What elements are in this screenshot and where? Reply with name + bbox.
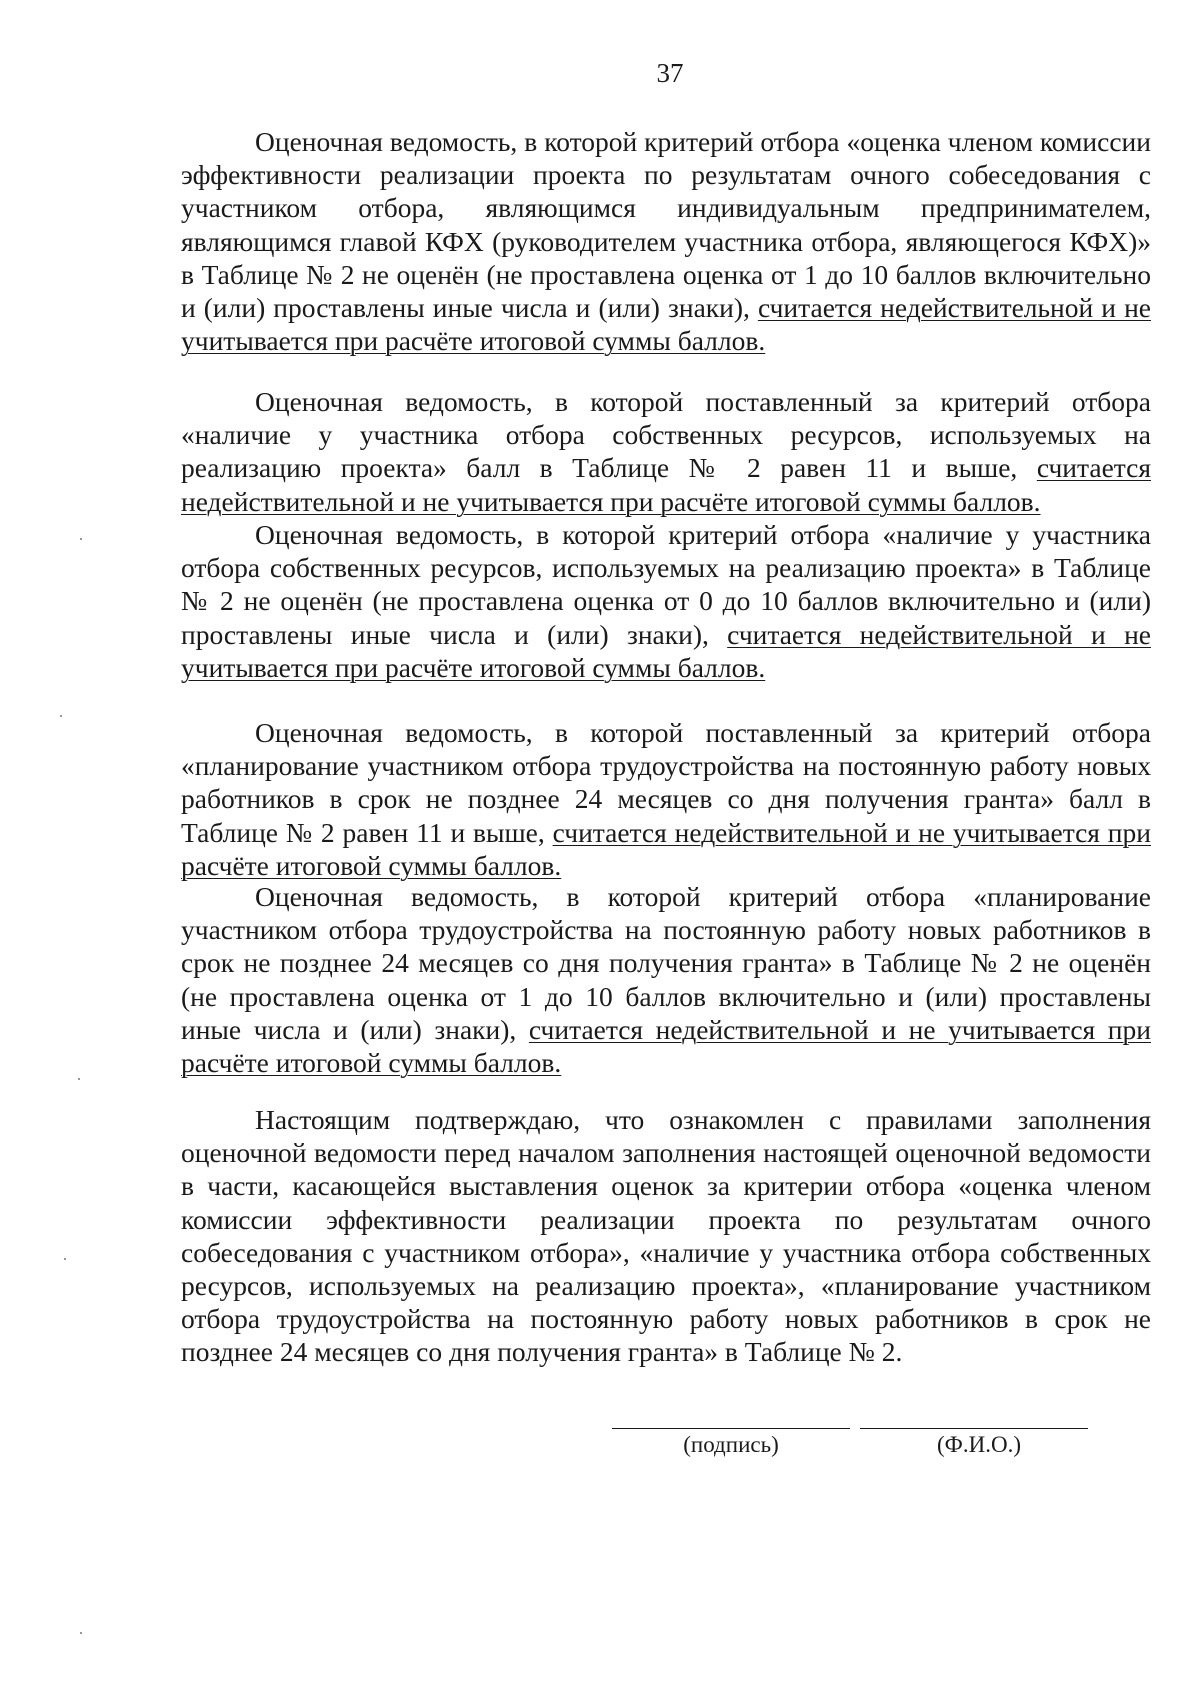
- paragraph-resources-score-too-high: [181, 385, 1151, 518]
- paragraph-underlined-conclusion: считается недействительной и не учитывается при расчёте итоговой суммы баллов.: [181, 1013, 1151, 1079]
- paragraph-underlined-conclusion: считается недействительной и не учитывается при расчёте итоговой суммы баллов.: [181, 292, 1151, 357]
- signature-line: [612, 1428, 850, 1429]
- page-number: 37: [656, 58, 684, 88]
- paragraph-text: Оценочная ведомость, в которой поставленный за критерий отбора «наличие у участника отбора собственных ресурсов, используемых на реализацию проекта» балл в Таблице № 2 равен 11 и выше,: [181, 386, 1151, 484]
- paragraph-employment-score-too-high: [181, 716, 1151, 882]
- paragraph-text: Оценочная ведомость, в которой критерий отбора «планирование участником отбора трудоустройства на постоянную работу новых работников в срок не позднее 24 месяцев со дня получения гранта» в Таблице № 2 не оценён (не проставлена оценка от 1 до 10 баллов включительно и (или) проставлены иные числа и (или) знаки),: [181, 881, 1151, 1045]
- paragraph-text: Оценочная ведомость, в которой поставленный за критерий отбора «планирование участником отбора трудоустройства на постоянную работу новых работников в срок не позднее 24 месяцев со дня получения гранта» балл в Таблице № 2 равен 11 и выше,: [181, 717, 1151, 848]
- paragraph-underlined-conclusion: считается недействительной и не учитывается при расчёте итоговой суммы баллов.: [181, 816, 1151, 881]
- signature-caption: (подпись): [683, 1432, 779, 1457]
- paragraph-text: Настоящим подтверждаю, что ознакомлен с правилами заполнения оценочной ведомости перед началом заполнения настоящей оценочной ведомости в части, касающейся выставления оценок за критерии отбора «оценка членом комиссии эффективности реализации проекта по результатам очного собеседования с участником отбора», «наличие у участника отбора собственных ресурсов, используемых на реализацию проекта», «планирование участником отбора трудоустройства на постоянную работу новых работников в срок не позднее 24 месяцев со дня получения гранта» в Таблице № 2.: [181, 1104, 1151, 1368]
- paragraph-interview-criterion: [181, 125, 1151, 357]
- paragraph-underlined-conclusion: считается недействительной и не учитывается при расчёте итоговой суммы баллов.: [181, 452, 1151, 517]
- full-name-line: [860, 1428, 1088, 1429]
- paragraph-text: Оценочная ведомость, в которой критерий отбора «оценка членом комиссии эффективности реализации проекта по результатам очного собеседования с участником отбора, являющимся индивидуальным предпринимателем, являющимся главой КФХ (руководителем участника отбора, являющегося КФХ)» в Таблице № 2 не оценён (не проставлена оценка от 1 до 10 баллов включительно и (или) проставлены иные числа и (или) знаки),: [181, 126, 1151, 324]
- scan-speck: [60, 715, 62, 717]
- scan-speck: [78, 1078, 80, 1080]
- full-name-caption: (Ф.И.О.): [937, 1432, 1021, 1457]
- scan-speck: [64, 1258, 66, 1260]
- paragraph-underlined-conclusion: считается недействительной и не учитывается при расчёте итоговой суммы баллов.: [181, 618, 1151, 683]
- paragraph-employment-not-scored: [181, 880, 1151, 1079]
- scan-speck: [80, 1632, 82, 1634]
- paragraph-confirmation-statement: [181, 1103, 1151, 1369]
- paragraph-resources-not-scored: [181, 518, 1151, 684]
- scan-speck: [80, 538, 82, 540]
- paragraph-text: Оценочная ведомость, в которой критерий отбора «наличие у участника отбора собственных ресурсов, используемых на реализацию проекта» в Таблице № 2 не оценён (не проставлена оценка от 0 до 10 баллов включительно и (или) проставлены иные числа и (или) знаки),: [181, 519, 1151, 650]
